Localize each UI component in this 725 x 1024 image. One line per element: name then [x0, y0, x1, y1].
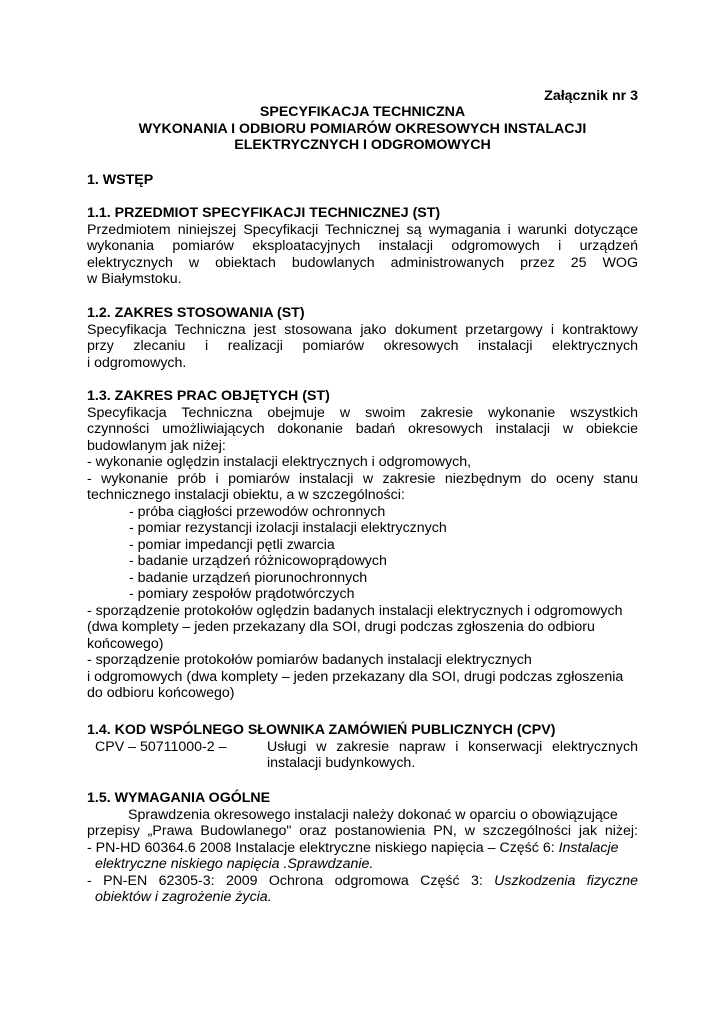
section-1-heading: 1. WSTĘP: [87, 172, 154, 188]
paragraph-line: przepisy „Prawa Budowlanego" oraz postanowienia PN, w szczególności jak niżej:: [87, 823, 638, 839]
cpv-code-row: [87, 739, 638, 772]
sub-list-item: - pomiar impedancji pętli zwarcia: [129, 536, 335, 553]
list-item: i odgromowych (dwa komplety – jeden przekazany dla SOI, drugi podczas zgłoszenia: [87, 668, 624, 685]
section-1-1: [87, 205, 638, 288]
paragraph-line: w Białymstoku.: [87, 271, 182, 287]
paragraph-line: i odgromowych.: [87, 354, 187, 371]
list-item: końcowego): [87, 635, 164, 652]
sub-list-item: - pomiary zespołów prądotwórczych: [129, 586, 355, 602]
list-item: - sporządzenie protokołów oględzin badanych instalacji elektrycznych i odgromowych: [87, 602, 623, 619]
document-title: [0, 104, 725, 154]
cpv-code: CPV – 50711000-2 –: [95, 738, 227, 755]
section-1-5-heading: 1.5. WYMAGANIA OGÓLNE: [87, 790, 271, 806]
section-1-2-heading: 1.2. ZAKRES STOSOWANIA (ST): [87, 305, 305, 321]
paragraph-line: Przedmiotem niniejszej Specyfikacji Technicznej są wymagania i warunki dotyczące: [87, 221, 638, 238]
sub-list-item: - pomiar rezystancji izolacji instalacji elektrycznych: [129, 520, 447, 536]
paragraph-line: Specyfikacja Techniczna jest stosowana jako dokument przetargowy i kontraktowy: [87, 321, 638, 338]
standard-text: - PN-EN 62305-3: 2009 Ochrona odgromowa Część 3:: [87, 872, 495, 889]
sub-list-item: - badanie urządzeń piorunochronnych: [129, 569, 368, 586]
paragraph-line: przy zlecaniu i realizacji pomiarów okresowych instalacji elektrycznych: [87, 338, 638, 354]
section-1-2: [87, 305, 638, 371]
title-line: ELEKTRYCZNYCH I ODGROMOWYCH: [234, 137, 491, 153]
title-line: WYKONANIA I ODBIORU POMIARÓW OKRESOWYCH INSTALACJI: [138, 120, 587, 137]
sub-list-item: - badanie urządzeń różnicowoprądowych: [129, 553, 387, 569]
section-1-3: [87, 388, 638, 702]
section-1-4: [87, 722, 638, 772]
section-1-1-heading: 1.1. PRZEDMIOT SPECYFIKACJI TECHNICZNEJ (ST): [87, 205, 441, 221]
list-item: do odbioru końcowego): [87, 685, 235, 701]
sub-list-item: - próba ciągłości przewodów ochronnych: [129, 503, 386, 520]
paragraph-line: wykonania pomiarów eksploatacyjnych instalacji odgromowych i urządzeń: [87, 238, 638, 254]
title-line: SPECYFIKACJA TECHNICZNA: [259, 104, 466, 120]
cpv-description-line: Usługi w zakresie napraw i konserwacji elektrycznych: [267, 738, 638, 755]
paragraph-line: Specyfikacja Techniczna obejmuje w swoim zakresie wykonanie wszystkich: [87, 404, 638, 421]
standard-title: Uszkodzenia fizyczne: [494, 872, 638, 889]
section-1-3-heading: 1.3. ZAKRES PRAC OBJĘTYCH (ST): [87, 388, 330, 404]
standard-title: Instalacje: [558, 839, 619, 856]
list-item: (dwa komplety – jeden przekazany dla SOI, drugi podczas zgłoszenia do odbioru: [87, 619, 595, 635]
paragraph-line: czynności umożliwiających dokonanie badań okresowych instalacji w obiekcie: [87, 421, 638, 437]
standard-item: [87, 840, 638, 857]
section-1-4-heading: 1.4. KOD WSPÓLNEGO SŁOWNIKA ZAMÓWIEŃ PUBLICZNYCH (CPV): [87, 722, 556, 738]
cpv-description: [267, 739, 638, 772]
list-item: - wykonanie oględzin instalacji elektrycznych i odgromowych,: [87, 454, 472, 470]
paragraph-line: budowlanym jak niżej:: [87, 437, 226, 454]
list-item: technicznego instalacji obiektu, a w szczególności:: [87, 487, 405, 503]
paragraph-line: Sprawdzenia okresowego instalacji należy dokonać w oparciu o obowiązujące: [128, 806, 618, 823]
standard-text: - PN-HD 60364.6 2008 Instalacje elektryczne niskiego napięcia – Część 6:: [87, 839, 559, 856]
paragraph-line: elektrycznych w obiektach budowlanych administrowanych przez 25 WOG: [87, 254, 638, 271]
annex-label: Załącznik nr 3: [544, 88, 638, 104]
section-1-5: [87, 790, 638, 906]
standard-title: obiektów i zagrożenie życia.: [95, 889, 272, 905]
cpv-description-line: instalacji budynkowych.: [267, 755, 416, 771]
standard-title: elektryczne niskiego napięcia .Sprawdzanie.: [95, 856, 374, 872]
standard-item: [87, 873, 638, 890]
list-item: - wykonanie prób i pomiarów instalacji w zakresie niezbędnym do oceny stanu: [87, 470, 638, 487]
list-item: - sporządzenie protokołów pomiarów badanych instalacji elektrycznych: [87, 652, 532, 668]
